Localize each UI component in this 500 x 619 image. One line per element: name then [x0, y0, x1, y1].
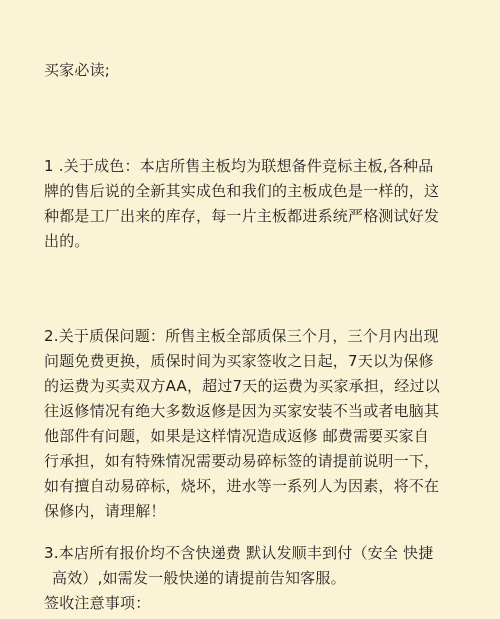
section-shipping: [44, 541, 474, 616]
section-warranty-line: 2.关于质保问题：所售主板全部质保三个月，三个月内出现: [44, 327, 439, 345]
section-warranty-line: 的运费为买卖双方AA，超过7天的运费为买家承担，经过以: [44, 377, 440, 395]
section-warranty-line: 往返修情况有绝大多数返修是因为买家安装不当或者电脑其: [44, 402, 440, 420]
section-warranty: [44, 324, 474, 524]
section-warranty-line: 他部件有问题，如果是这样情况造成返修 邮费需要买家自: [44, 427, 429, 445]
section-warranty-line: 如有擅自动易碎标，烧坏，进水等一系列人为因素，将不在: [44, 477, 440, 495]
section-condition-line: 种都是工厂出来的库存，每一片主板都进系统严格测试好发: [44, 207, 440, 225]
heading: [44, 58, 474, 83]
section-warranty-line: 问题免费更换，质保时间为买家签收之日起，7天以为保修: [44, 352, 434, 370]
section-shipping-line: 高效）,如需发一般快递的请提前告知客服。: [52, 569, 346, 587]
section-shipping-line: 3.本店所有报价均不含快递费 默认发顺丰到付（安全 快捷: [44, 544, 434, 562]
heading-text: 买家必读;: [44, 61, 111, 79]
section-condition-line: 牌的售后说的全新其实成色和我们的主板成色是一样的，这: [44, 182, 440, 200]
section-warranty-line: 保修内，请理解！: [44, 502, 166, 520]
section-condition-line: 出的。: [44, 232, 90, 250]
section-condition-line: 1 .关于成色：本店所售主板均为联想备件竞标主板,各种品: [44, 157, 434, 175]
section-warranty-line: 行承担，如有特殊情况需要动易碎标签的请提前说明一下，: [44, 452, 440, 470]
section-shipping-subheading: 签收注意事项：: [44, 594, 151, 612]
section-condition: [44, 154, 474, 254]
